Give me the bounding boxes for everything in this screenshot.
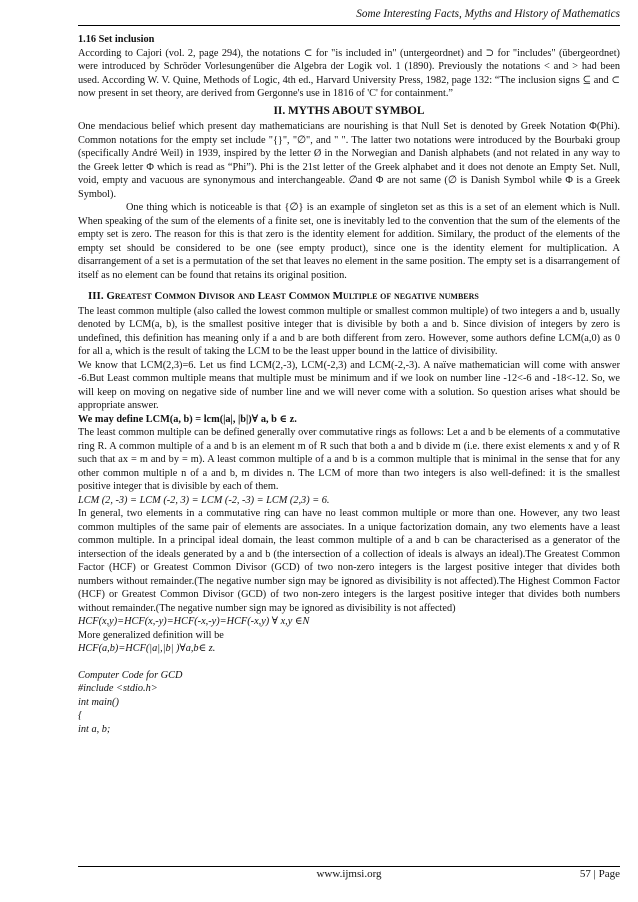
lcm-paragraph-1: The least common multiple (also called the lowest common multiple or smallest common multiple) of two integers a and b, usually denoted by LCM(a, b), is the smallest positive integer that is divisible by both a and b. Since division of integers by zero is undefined, this definition has meaning only if a and b are both different from zero. However, some authors define LCM(a,0) as 0 for all a, which is the result of taking the LCM to be the least upper bound in the lattice of divisibility. bbox=[78, 305, 620, 357]
code-line: int main() bbox=[78, 696, 119, 708]
lcm-paragraph-3: The least common multiple can be defined generally over commutative rings as follows: Let a and b be elements of a commutative ring R. A common multiple of a and b is an element m of R such that both a and b divide m (i.e. there exist elements x and y of R such that ax = m and by = m). A least common multiple of a and b is a common multiple that is minimal in the sense that for any other common multiple n of a and b, m divides n. The LCM of more than two integers is also well-defined: it is the smallest positive integer that is divisible by each of them. bbox=[78, 427, 620, 492]
lcm-example: LCM (2, -3) = LCM (-2, 3) = LCM (-2, -3) = LCM (2,3) = 6. bbox=[78, 494, 330, 506]
section-1-16-title: 1.16 Set inclusion bbox=[78, 34, 155, 45]
section-2-heading: II. MYTHS ABOUT SYMBOL bbox=[273, 104, 425, 117]
set-inclusion-paragraph: According to Cajori (vol. 2, page 294), the notations ⊂ for "is included in" (untergeordnet) and ⊃ for "includes" (übergeordnet) were introduced by Schröder Vorlesungenüber die Algebra der Logik vol. 1 (1890). Previously the notations < and > had been used. According W. V. Quine, Methods of Logic, 4th ed., Harvard University Press, 1982, page 132: “The inclusion signs ⊆ and ⊂ now present in set theory, are derived from Gergonne's use in 1816 of 'C' for containment.” bbox=[78, 47, 620, 99]
gcd-paragraph: In general, two elements in a commutative ring can have no least common multiple or more than one. However, any two least common multiples of the same pair of elements are associates. In a unique factorization domain, any two elements have a least common multiple. In a principal ideal domain, the least common multiple of a and b can be characterised as a generator of the intersection of the ideals generated by a and b (the intersection of a collection of ideals is always an ideal).The Greatest Common Factor (HCF) or Greatest Common Divisor (GCD) of two non-zero integers is the largest positive integer that divides both numbers without remainder.(The negative number sign may be ignored as divisibility is not affected).The Highest Common Factor (HCF) or Greatest Common Divisor (GCD) of two non-zero integers is the largest positive integer that divides both numbers without remainder.(The negative number sign may be ignored as divisibility is not affected) bbox=[78, 508, 620, 614]
lcm-definition: We may define LCM(a, b) = lcm(|a|, |b|)∀ a, b ∈ z. bbox=[78, 413, 297, 425]
hcf-general-definition: HCF(a,b)=HCF(|a|,|b| )∀a,b∈ z. bbox=[78, 643, 216, 654]
hcf-identity: HCF(x,y)=HCF(x,-y)=HCF(-x,-y)=HCF(-x,y) ∀ x,y ∈N bbox=[78, 616, 310, 627]
code-line: { bbox=[78, 710, 83, 721]
running-header: Some Interesting Facts, Myths and History of Mathematics bbox=[356, 8, 620, 20]
section-3-heading: III. Greatest Common Divisor and Least Common Multiple of negative numbers bbox=[88, 290, 479, 302]
code-line: int a, b; bbox=[78, 723, 111, 735]
footer-rule bbox=[78, 866, 620, 867]
page-number: 57 | Page bbox=[579, 868, 620, 880]
myths-paragraph-2: One thing which is noticeable is that {∅} is an example of singleton set as this is a set of an element which is Null. When speaking of the sum of the elements of a finite set, one is inevitably led to the convention that the sum of the elements of the empty set is zero. The reason for this is that zero is the identity element for addition. Similary, the product of the elements of the empty set should be considered to be one (see empty product), since one is the identity element for multiplication. A disarrangement of a set is a permutation of the set that leaves no element in the same position. The empty set is a disarrangement of itself as no element can be found that retains its original position. bbox=[78, 202, 620, 281]
myths-paragraph-1: One mendacious belief which present day mathematicians are nourishing is that Null Set is denoted by Greek Notation Φ(Phi). Common notations for the empty set include "{}", "∅", and " ". The latter two notations were introduced by the Bourbaki group (specifically André Weil) in 1939, inspired by the letter Ø in the Norwegian and Danish alphabets (and not related in any way to the Greek letter Φ which is read as “Phi”). Phi is the 21st letter of the Greek alphabet and it does not denote an Empty Set. Null, void, empty and vacuous are synonymous and interchangeable. ∅and Φ are not same (∅ is Danish Symbol while Φ is a Greek Symbol). bbox=[78, 121, 620, 200]
header-rule bbox=[78, 25, 620, 26]
code-line: #include <stdio.h> bbox=[78, 683, 158, 694]
generalized-intro: More generalized definition will be bbox=[78, 629, 224, 641]
article-body bbox=[78, 33, 620, 736]
code-line: Computer Code for GCD bbox=[78, 669, 183, 681]
journal-website: www.ijmsi.org bbox=[316, 868, 382, 880]
gcd-code-block bbox=[78, 669, 620, 737]
lcm-paragraph-2: We know that LCM(2,3)=6. Let us find LCM(2,-3), LCM(-2,3) and LCM(-2,-3). A naïve mathematician will come with answer -6.But Least common multiple means that multiple must be minimum and if we look on number line -12<-6 and -18<-12. So, we will keep on moving on negative side of number line and we will never come with a solution. So question arises what should be appropriate answer. bbox=[78, 359, 620, 411]
